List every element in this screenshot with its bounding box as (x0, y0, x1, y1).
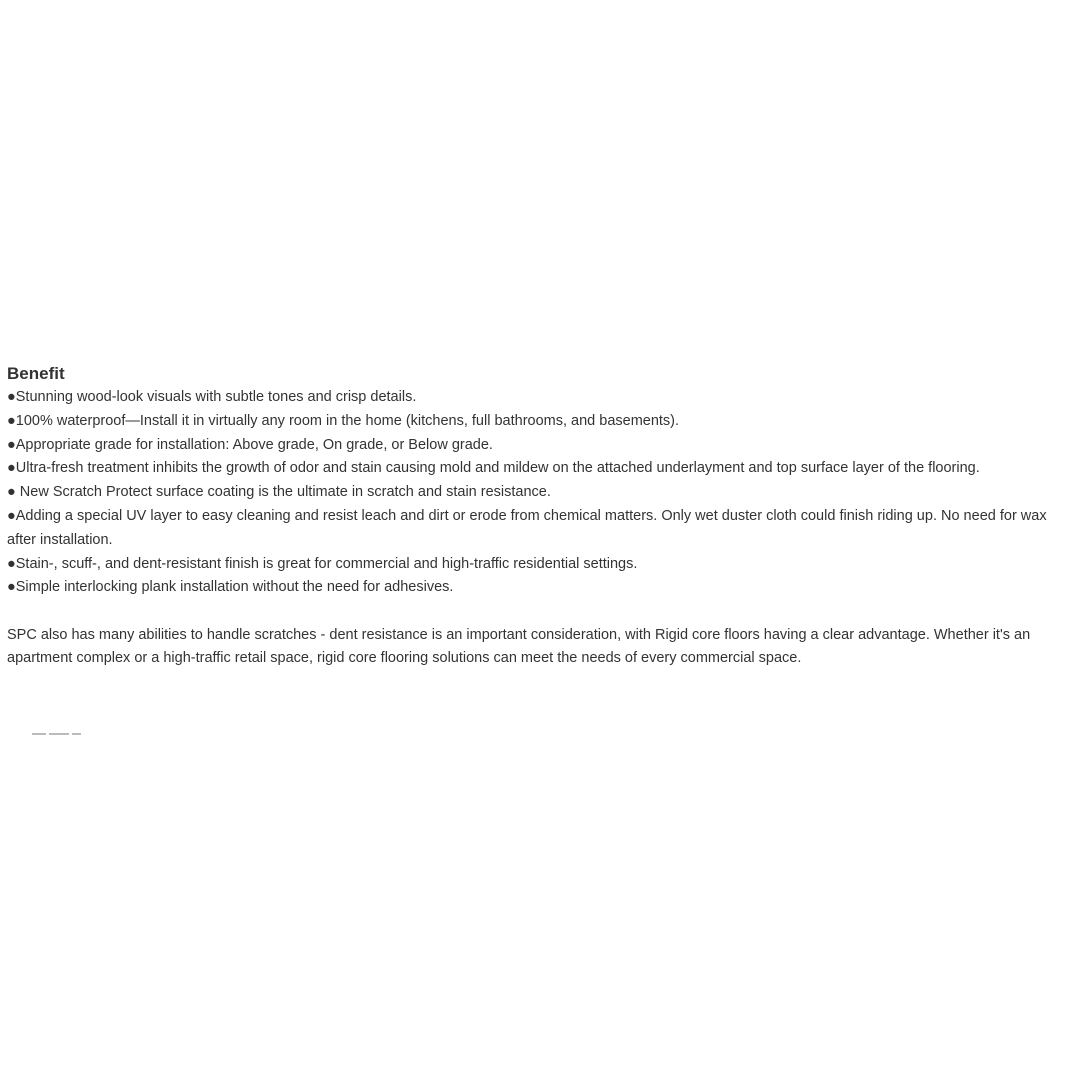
cropped-text-fragment (32, 733, 104, 737)
benefit-heading: Benefit (7, 364, 65, 383)
benefit-item: ●Simple interlocking plank installation without the need for adhesives. (7, 579, 454, 596)
benefit-item: ●Adding a special UV layer to easy cleaning and resist leach and dirt or erode from chemical matters. Only wet duster cloth could finish riding up. No need for wax after installation. (7, 507, 1047, 548)
benefit-item: ●Appropriate grade for installation: Above grade, On grade, or Below grade. (7, 436, 493, 453)
benefit-item: ●100% waterproof—Install it in virtually any room in the home (kitchens, full bathrooms, and basements). (7, 412, 680, 429)
benefit-item: ●Ultra-fresh treatment inhibits the growth of odor and stain causing mold and mildew on the attached underlayment and top surface layer of the flooring. (7, 460, 980, 477)
spc-description-paragraph: SPC also has many abilities to handle scratches - dent resistance is an important consideration, with Rigid core floors having a clear advantage. Whether it's an apartment complex or a high-traffic retail space, rigid core flooring solutions can meet the needs of every commercial space. (7, 626, 1031, 667)
benefit-list (7, 386, 1075, 600)
benefit-section (7, 362, 1075, 671)
benefit-item: ●Stain-, scuff-, and dent-resistant finish is great for commercial and high-traffic residential settings. (7, 555, 638, 572)
benefit-item: ●Stunning wood-look visuals with subtle tones and crisp details. (7, 389, 417, 405)
benefit-item: ● New Scratch Protect surface coating is the ultimate in scratch and stain resistance. (7, 484, 551, 501)
